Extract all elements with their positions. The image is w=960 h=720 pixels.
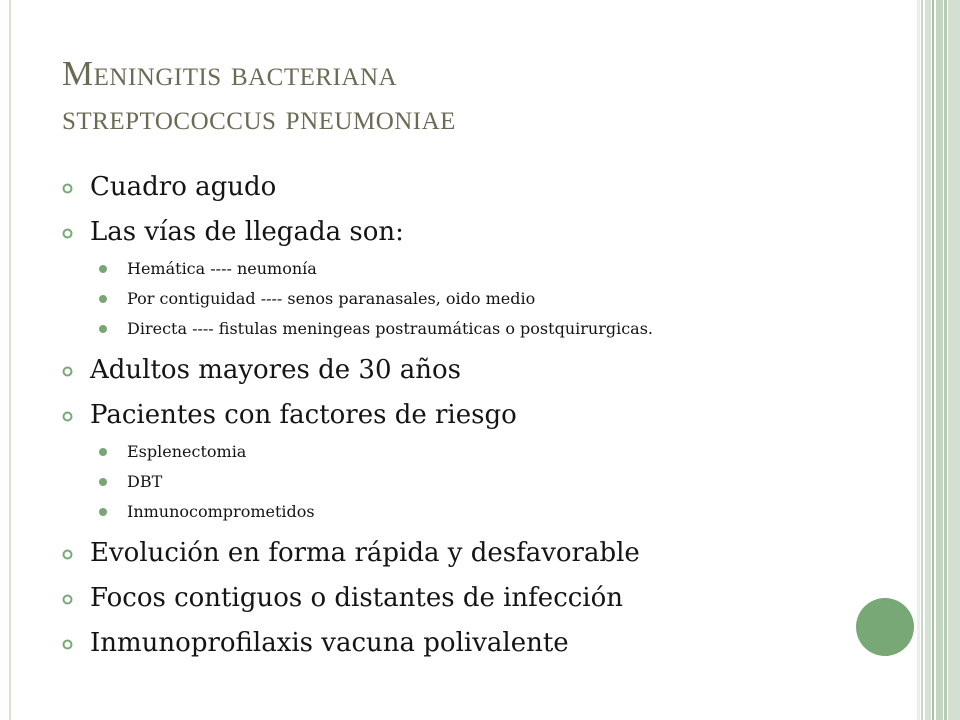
sub-bullet-text: Inmunocomprometidos <box>127 502 315 521</box>
bullet-text: Las vías de llegada son: <box>90 217 404 247</box>
sub-bullet-text: Hemática ---- neumonía <box>127 259 317 278</box>
frame-line-left <box>9 0 11 720</box>
sub-bullet-text: DBT <box>127 472 163 491</box>
bullet-item <box>58 353 898 387</box>
sub-bullet-text: Por contiguidad ---- senos paranasales, oido medio <box>127 289 536 308</box>
sub-bullet-item <box>58 472 898 492</box>
bullet-text: Cuadro agudo <box>90 172 277 202</box>
ring-bullet-icon <box>62 549 73 560</box>
dot-bullet-icon <box>99 325 107 333</box>
decor-bar <box>936 0 943 720</box>
sub-bullet-item <box>58 442 898 462</box>
sub-bullet-item <box>58 502 898 522</box>
bullet-text: Adultos mayores de 30 años <box>90 355 461 385</box>
title-line-1: Meningitis bacteriana <box>62 54 398 93</box>
slide-title <box>62 52 902 140</box>
dot-bullet-icon <box>99 508 107 516</box>
dot-bullet-icon <box>99 265 107 273</box>
decor-bar <box>925 0 931 720</box>
sub-bullet-item <box>58 319 898 339</box>
decor-bar <box>917 0 920 720</box>
decor-bar <box>932 0 934 720</box>
bullet-item <box>58 536 898 570</box>
bullet-item <box>58 626 898 660</box>
dot-bullet-icon <box>99 478 107 486</box>
bullet-text: Focos contiguos o distantes de infección <box>90 583 624 613</box>
sub-bullet-item <box>58 259 898 279</box>
ring-bullet-icon <box>62 366 73 377</box>
decor-bar <box>944 0 947 720</box>
decor-bar <box>921 0 923 720</box>
sub-bullet-text: Esplenectomia <box>127 442 247 461</box>
bullet-text: Pacientes con factores de riesgo <box>90 400 517 430</box>
bullet-list <box>58 170 898 671</box>
bullet-text: Evolución en forma rápida y desfavorable <box>90 538 640 568</box>
sub-bullet-text: Directa ---- fistulas meningeas postraumáticas o postquirurgicas. <box>127 319 653 338</box>
ring-bullet-icon <box>62 228 73 239</box>
bullet-item <box>58 215 898 249</box>
bullet-item <box>58 170 898 204</box>
sub-bullet-item <box>58 289 898 309</box>
ring-bullet-icon <box>62 411 73 422</box>
ring-bullet-icon <box>62 594 73 605</box>
dot-bullet-icon <box>99 448 107 456</box>
title-line-2: streptococcus pneumoniae <box>62 98 456 137</box>
ring-bullet-icon <box>62 639 73 650</box>
bullet-item <box>58 581 898 615</box>
ring-bullet-icon <box>62 183 73 194</box>
dot-bullet-icon <box>99 295 107 303</box>
bullet-text: Inmunoprofilaxis vacuna polivalente <box>90 628 569 658</box>
decor-bar <box>948 0 960 720</box>
bullet-item <box>58 398 898 432</box>
